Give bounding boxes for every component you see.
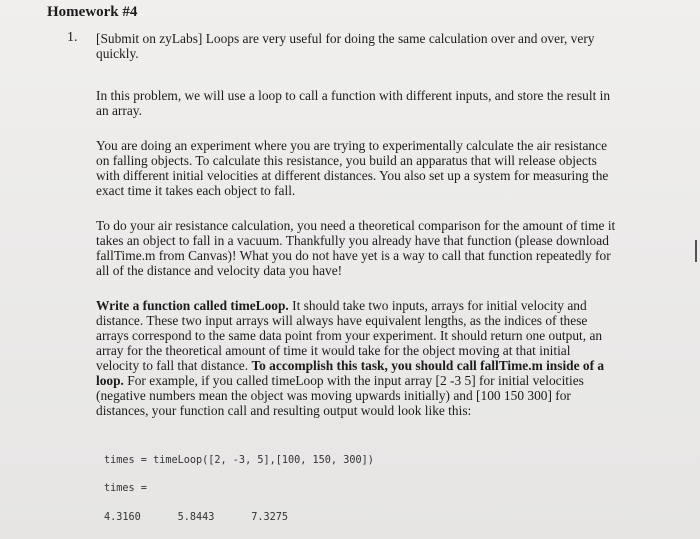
comparison-paragraph: To do your air resistance calculation, you need a theoretical comparison for the amount of time it takes an object to fall in a vacuum. Thankfully you already have that function (please download fallTime.m from Canvas)! What you do not have yet is a way to call that function repeatedly for all of the distance and velocity data you have! [96, 218, 616, 278]
problem-paragraph: In this problem, we will use a loop to call a function with different inputs, and store the result in an array. [96, 88, 611, 118]
code-output-values: 4.3160 5.8443 7.3275 [104, 512, 289, 523]
experiment-paragraph: You are doing an experiment where you are trying to experimentally calculate the air resistance on falling objects. To calculate this resistance, you build an apparatus that will release objects with different initial velocities at different distances. You also set up a system for measuring the exact time it takes each object to fall. [96, 138, 609, 198]
task-paragraph [96, 298, 616, 418]
intro-paragraph: [Submit on zyLabs] Loops are very useful for doing the same calculation over and over, very quickly. [96, 31, 595, 61]
task-text-1: It should take two inputs, arrays for initial velocity and distance. These two input arrays will always have equivalent lengths, as the indices of these arrays correspond to the same data point from your experiment. It should return one output, an array for the theoretical amount of time it would take for the object moving at that initial velocity to fall that distance. [96, 298, 603, 373]
task-emphasis: To accomplish this task, you should call fallTime.m inside of a loop. [96, 358, 605, 388]
code-function-call: times = timeLoop([2, -3, 5],[100, 150, 300]) [104, 455, 374, 466]
code-output-label: times = [104, 483, 147, 494]
task-text-2: For example, if you called timeLoop with the input array [2 -3 5] for initial velocities (negative numbers mean the object was moving upwards initially) and [100 150 300] for distances, your function call and resulting output would look like this: [96, 373, 584, 418]
task-heading: Write a function called timeLoop. [96, 298, 289, 313]
page-title: Homework #4 [47, 4, 138, 20]
edge-mark [695, 240, 697, 262]
question-number: 1. [67, 30, 78, 45]
